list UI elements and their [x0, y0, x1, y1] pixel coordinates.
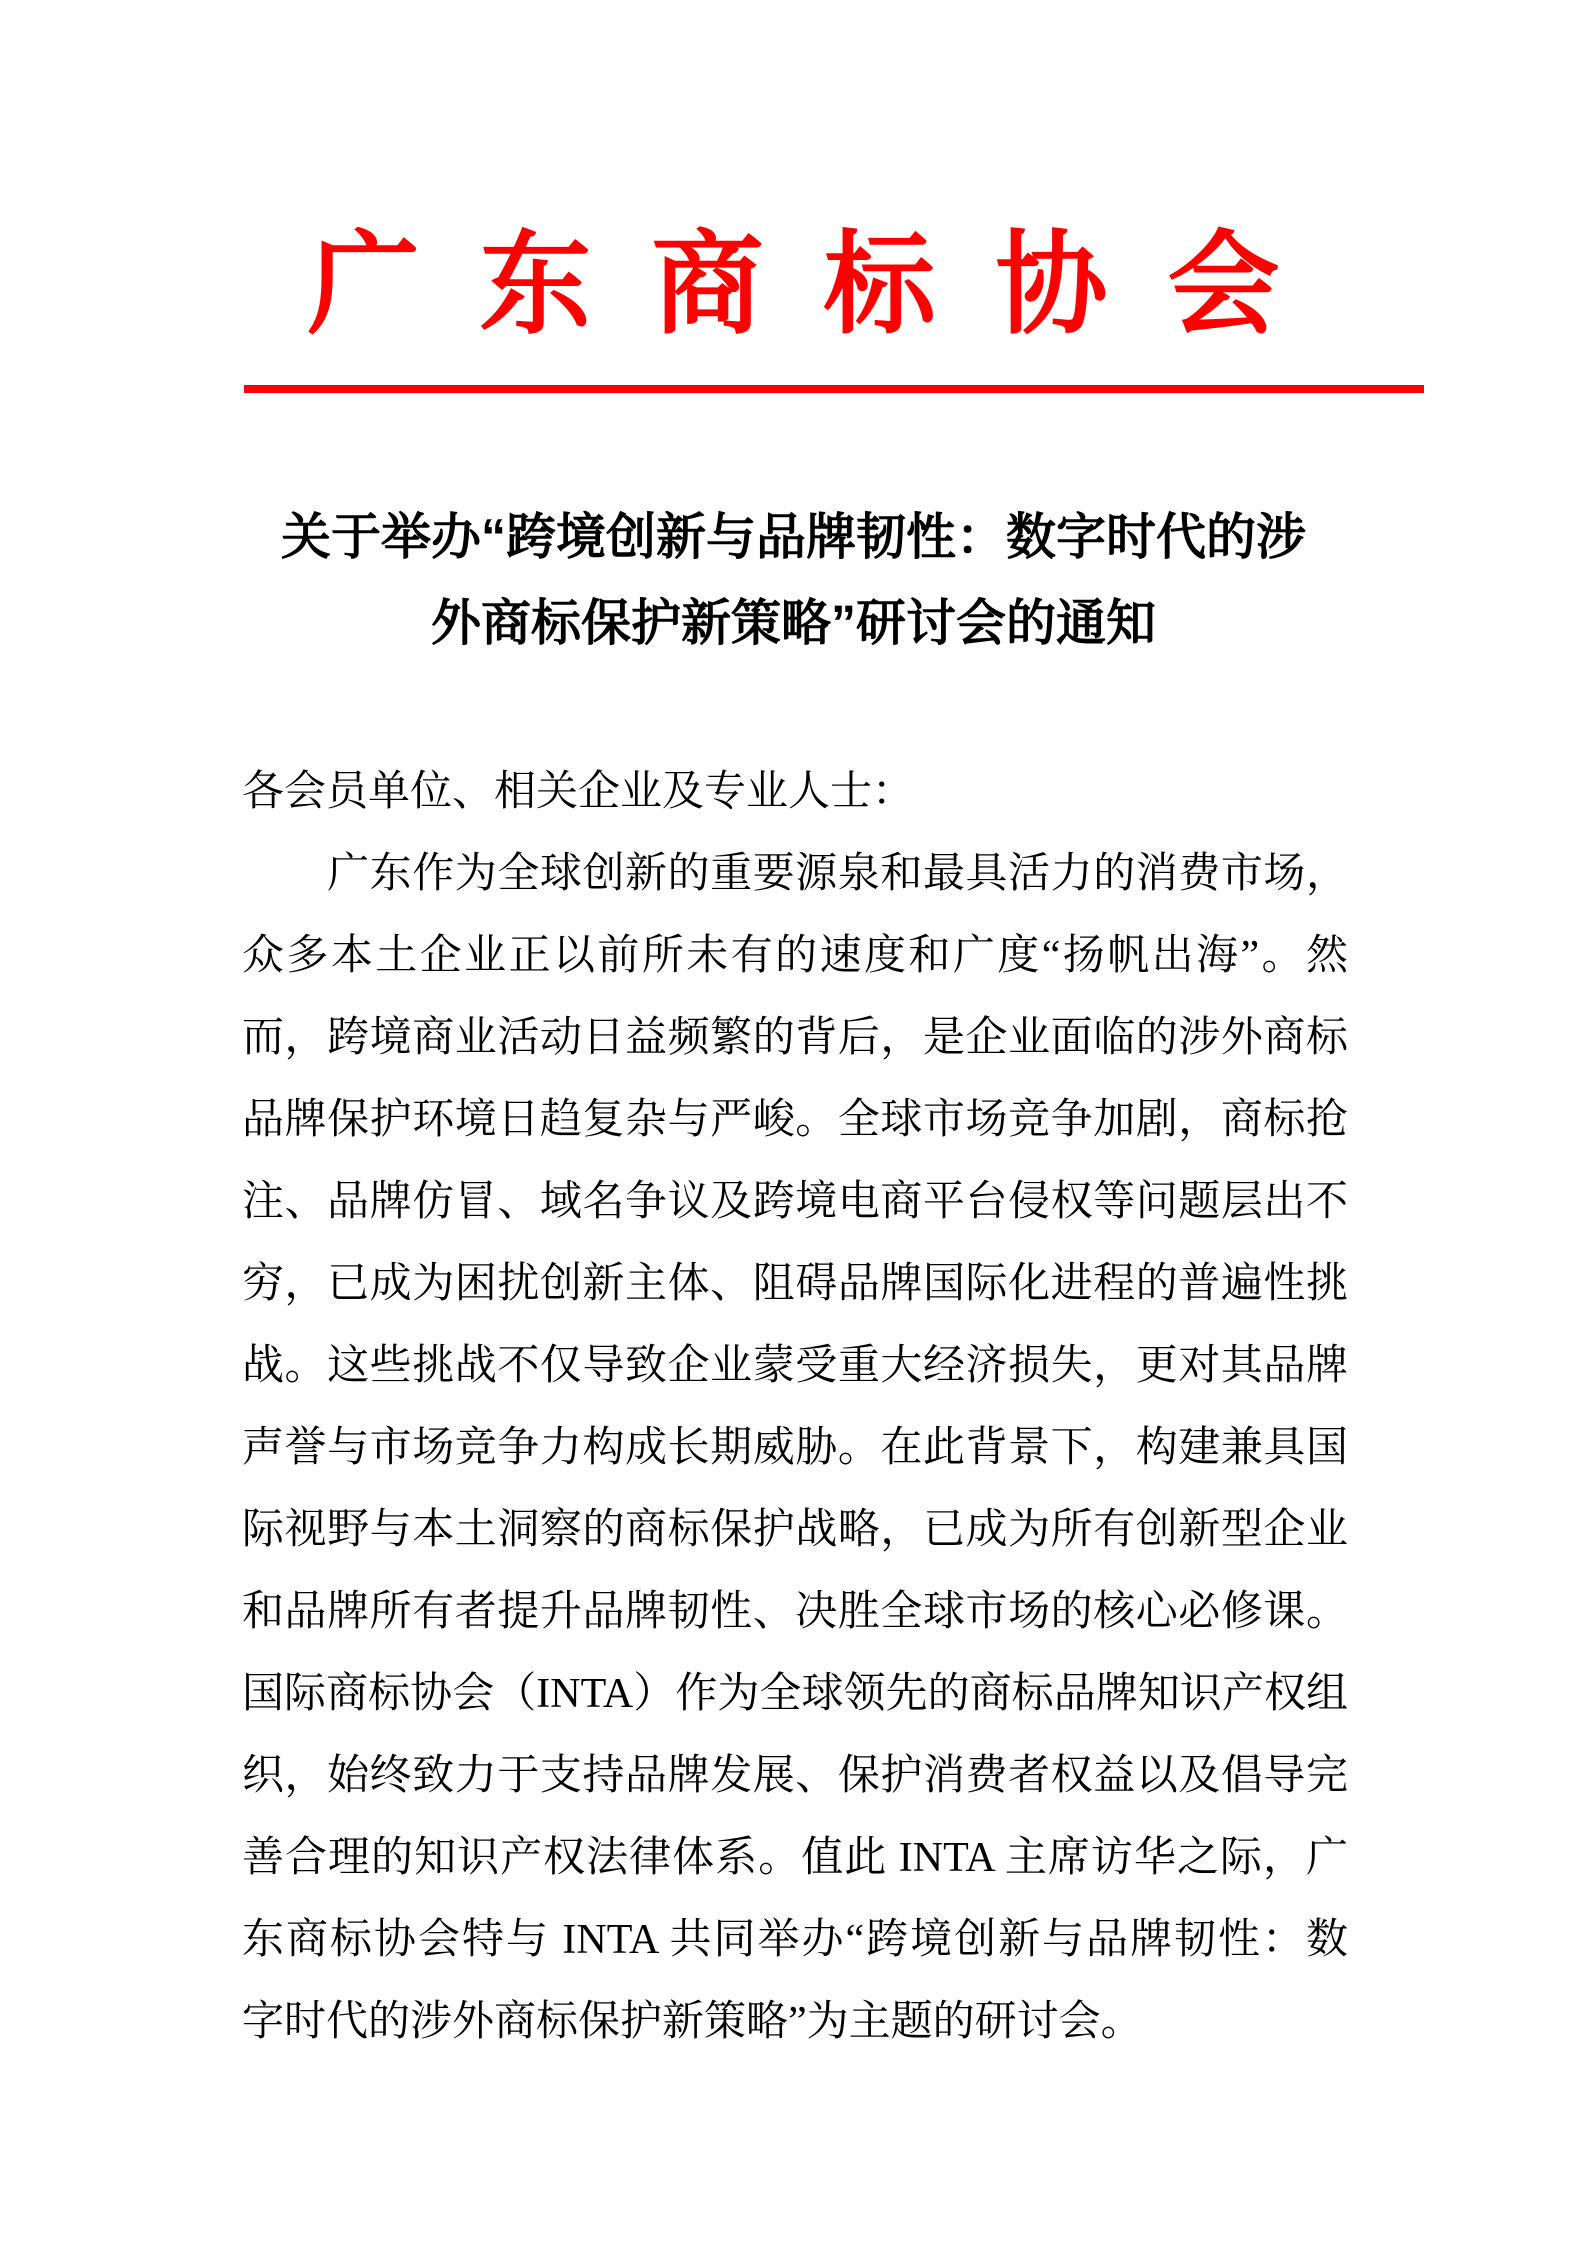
- body-line: 广东作为全球创新的重要源泉和最具活力的消费市场，: [242, 851, 1348, 897]
- body-line: 际视野与本土洞察的商标保护战略，已成为所有创新型企业: [242, 1507, 1348, 1553]
- body-line: 战。这些挑战不仅导致企业蒙受重大经济损失，更对其品牌: [242, 1343, 1348, 1389]
- body-line: 东商标协会特与 INTA 共同举办“跨境创新与品牌韧性：数: [242, 1917, 1348, 1963]
- body-line: 国际商标协会（INTA）作为全球领先的商标品牌知识产权组: [242, 1671, 1348, 1717]
- body-line: 声誉与市场竞争力构成长期威胁。在此背景下，构建兼具国: [242, 1425, 1348, 1471]
- body-line: 众多本土企业正以前所未有的速度和广度“扬帆出海”。然: [242, 933, 1348, 979]
- body-line: 字时代的涉外商标保护新策略”为主题的研讨会。: [242, 1999, 1143, 2045]
- letterhead-divider-rule: [244, 385, 1424, 393]
- body-line: 而，跨境商业活动日益频繁的背后，是企业面临的涉外商标: [242, 1015, 1348, 1061]
- body-paragraph: [242, 833, 1348, 2063]
- body-line: 注、品牌仿冒、域名争议及跨境电商平台侵权等问题层出不: [242, 1179, 1348, 1225]
- body-line: 织，始终致力于支持品牌发展、保护消费者权益以及倡导完: [242, 1753, 1348, 1799]
- document-title: [0, 494, 1587, 666]
- body-line: 善合理的知识产权法律体系。值此 INTA 主席访华之际，广: [242, 1835, 1348, 1881]
- body-line: 穷，已成为困扰创新主体、阻碍品牌国际化进程的普遍性挑: [242, 1261, 1348, 1307]
- letterhead-org-name: 广东商标协会: [307, 224, 1340, 348]
- salutation: 各会员单位、相关企业及专业人士：: [242, 769, 915, 815]
- document-title-line-2: 外商标保护新策略”研讨会的通知: [431, 595, 1156, 651]
- body-line: 品牌保护环境日趋复杂与严峻。全球市场竞争加剧，商标抢: [242, 1097, 1348, 1143]
- body-line: 和品牌所有者提升品牌韧性、决胜全球市场的核心必修课。: [242, 1589, 1348, 1635]
- document-body: [242, 751, 1348, 2063]
- document-title-line-1: 关于举办“跨境创新与品牌韧性：数字时代的涉: [281, 509, 1306, 565]
